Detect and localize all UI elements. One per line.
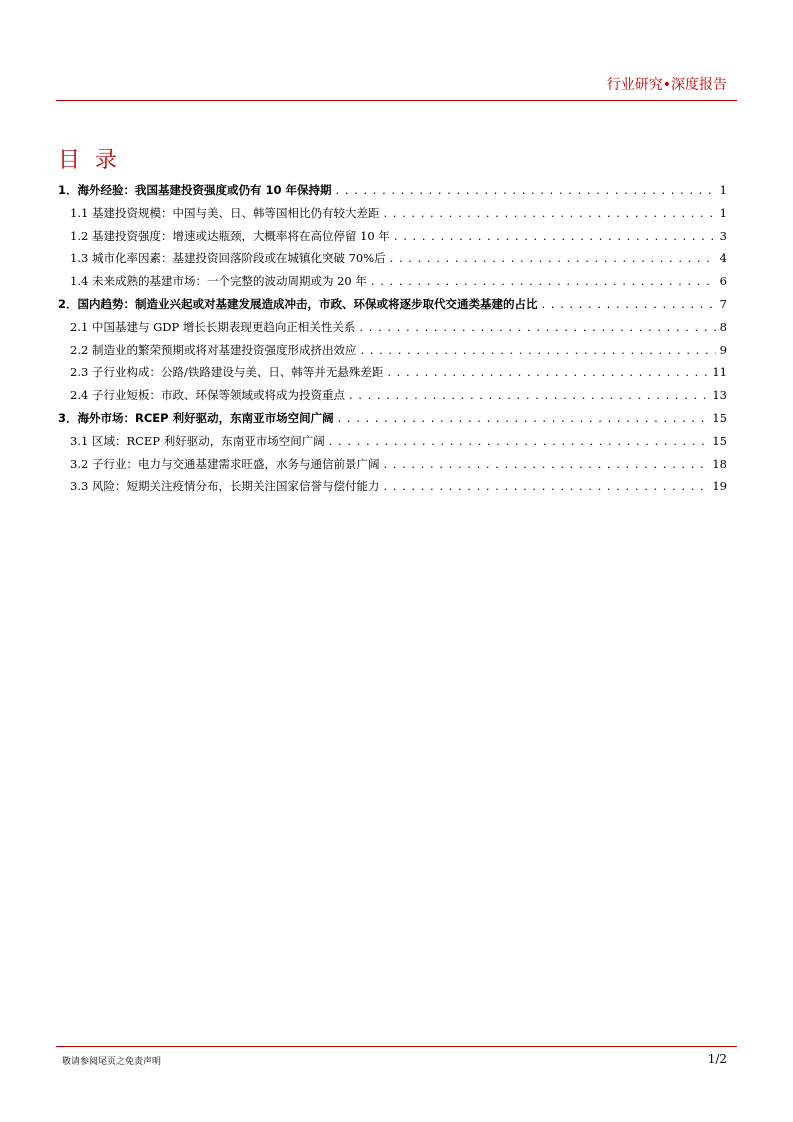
toc-dot-leader [390, 247, 716, 270]
toc-entry[interactable] [58, 202, 727, 225]
footer-disclaimer: 敬请参阅尾页之免责声明 [62, 1057, 162, 1067]
toc-entry-title: 2.1 中国基建与 GDP 增长长期表现更趋向正相关性关系 [70, 319, 356, 334]
toc-dot-leader [383, 202, 715, 225]
toc-entry-title: 1.4 未来成熟的基建市场：一个完整的波动周期或为 20 年 [70, 274, 367, 289]
toc-entry-page: 15 [712, 433, 727, 448]
toc-entry-title: 1.2 基建投资强度：增速或达瓶颈，大概率将在高位停留 10 年 [70, 228, 390, 243]
toc-entry-title: 2.3 子行业构成：公路/铁路建设与美、日、韩等并无悬殊差距 [70, 365, 384, 380]
toc-dot-leader [359, 316, 715, 339]
toc-entry-page: 11 [712, 365, 727, 380]
toc-dot-leader [387, 361, 708, 384]
toc-title: 目 录 [58, 148, 121, 173]
toc-entry-title: 3.1 区域：RCEP 利好驱动，东南亚市场空间广阔 [70, 433, 325, 448]
toc-entry[interactable] [58, 384, 727, 407]
toc-entry-page: 1 [719, 205, 727, 220]
toc-entry-page: 15 [712, 410, 727, 425]
toc-dot-leader [338, 407, 709, 430]
toc-entry[interactable] [58, 225, 727, 248]
toc-entry[interactable] [58, 339, 727, 362]
toc-entry-page: 18 [712, 456, 727, 471]
toc-entry[interactable] [58, 247, 727, 270]
toc-dot-leader [360, 339, 715, 362]
toc-dot-leader [394, 225, 716, 248]
toc-entry-page: 19 [712, 479, 727, 494]
toc-entry-title: 2．国内趋势：制造业兴起或对基建发展造成冲击，市政、环保或将逐步取代交通类基建的占比 [58, 296, 538, 311]
toc-dot-leader [349, 384, 708, 407]
toc-entry-page: 4 [719, 251, 727, 266]
toc-entry-page: 8 [719, 319, 727, 334]
header-divider [56, 100, 737, 101]
toc-entry-title: 3．海外市场：RCEP 利好驱动，东南亚市场空间广阔 [58, 410, 334, 425]
toc-entry-title: 2.2 制造业的繁荣预期或将对基建投资强度形成挤出效应 [70, 342, 357, 357]
toc-entry-page: 13 [712, 388, 727, 403]
toc-entry[interactable] [58, 430, 727, 453]
toc-dot-leader [383, 475, 708, 498]
footer-divider [56, 1046, 737, 1047]
toc-dot-leader [383, 453, 708, 476]
toc-entry[interactable] [58, 293, 727, 316]
toc-entry-title: 1.1 基建投资规模：中国与美、日、韩等国相比仍有较大差距 [70, 205, 380, 220]
toc-entry[interactable] [58, 407, 727, 430]
page-number: 1/2 [707, 1052, 727, 1066]
toc-entry-title: 1.3 城市化率因素：基建投资回落阶段或在城镇化突破 70%后 [70, 251, 386, 266]
toc-dot-leader [542, 293, 716, 316]
toc-dot-leader [329, 430, 709, 453]
toc-entry[interactable] [58, 179, 727, 202]
toc-entry[interactable] [58, 361, 727, 384]
toc-entry[interactable] [58, 270, 727, 293]
toc-entry-title: 2.4 子行业短板：市政、环保等领域或将成为投资重点 [70, 388, 345, 403]
toc-list [58, 179, 727, 498]
toc-dot-leader [336, 179, 716, 202]
toc-dot-leader [371, 270, 716, 293]
toc-entry[interactable] [58, 316, 727, 339]
toc-entry[interactable] [58, 453, 727, 476]
toc-entry-page: 9 [719, 342, 727, 357]
toc-entry-title: 3.3 风险：短期关注疫情分布，长期关注国家信誉与偿付能力 [70, 479, 380, 494]
toc-entry-page: 7 [719, 296, 727, 311]
toc-entry-page: 6 [719, 274, 727, 289]
toc-entry-title: 1．海外经验：我国基建投资强度或仍有 10 年保持期 [58, 183, 332, 197]
toc-entry-page: 3 [719, 228, 727, 243]
report-category-label: 行业研究•深度报告 [606, 77, 727, 93]
toc-entry[interactable] [58, 475, 727, 498]
toc-entry-title: 3.2 子行业：电力与交通基建需求旺盛，水务与通信前景广阔 [70, 456, 380, 471]
toc-entry-page: 1 [719, 183, 727, 197]
